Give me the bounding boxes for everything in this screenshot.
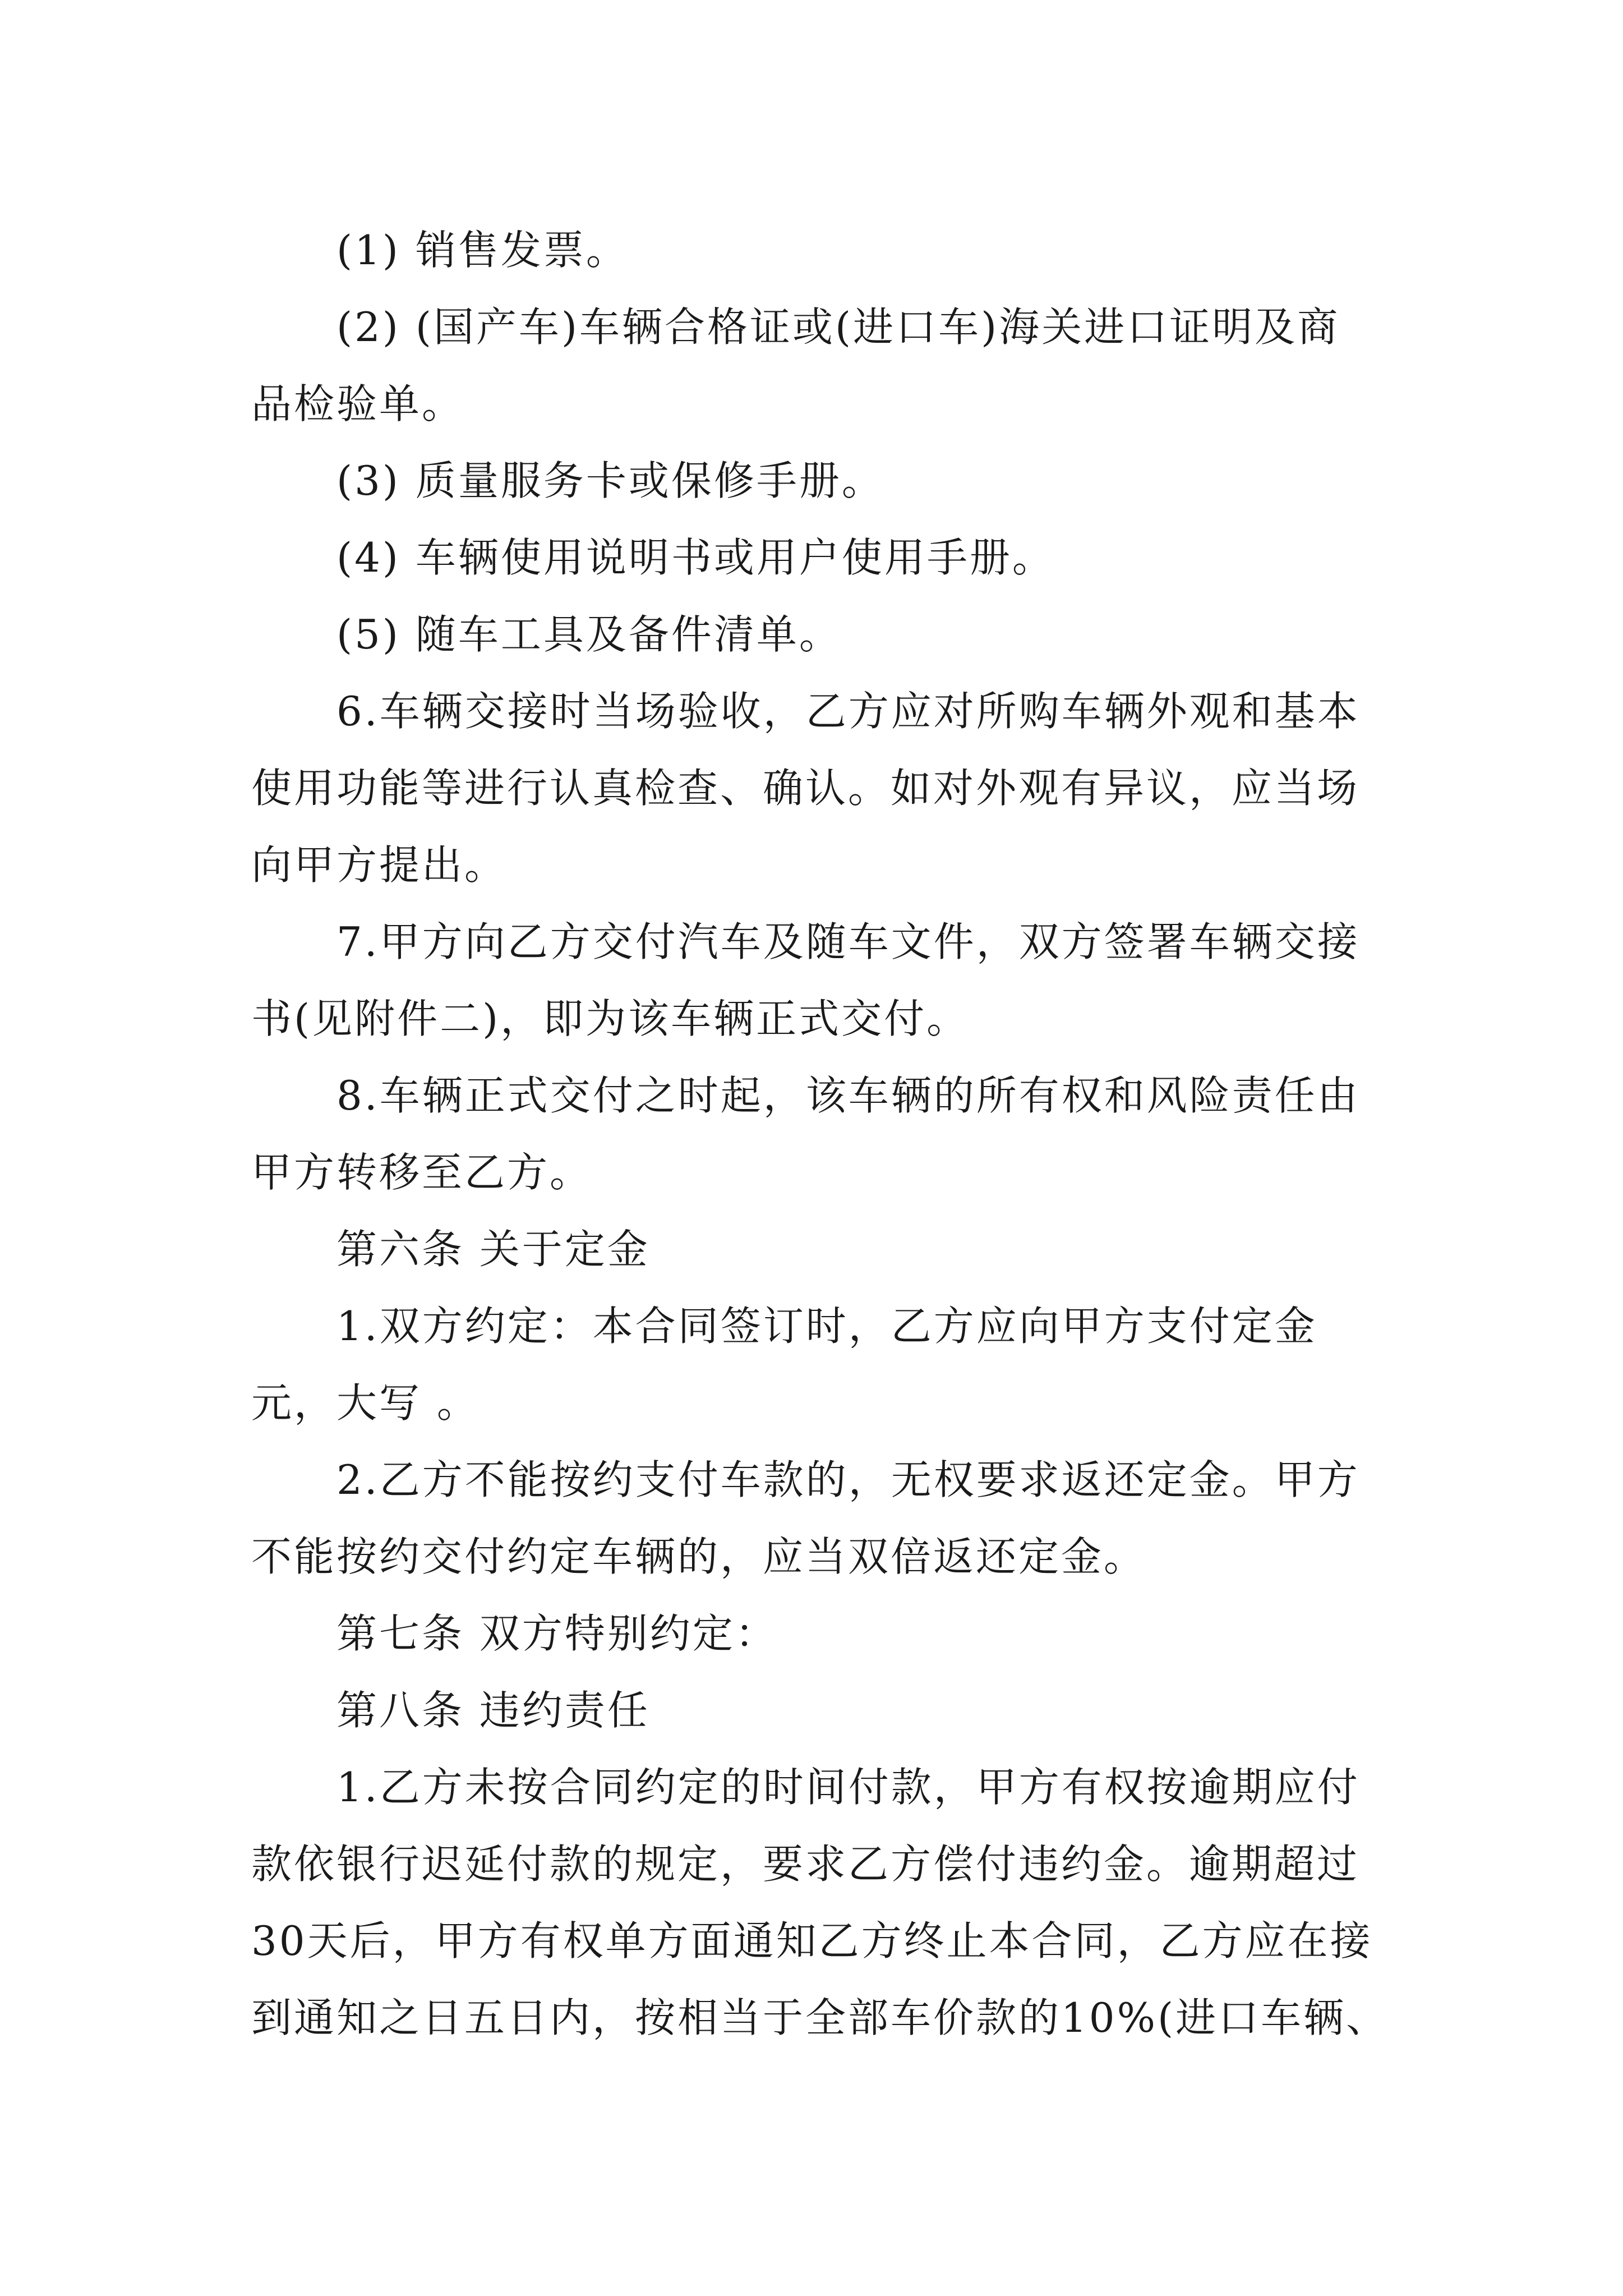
text-line: 2.乙方不能按约支付车款的，无权要求返还定金。甲方	[336, 1456, 1360, 1503]
text-line: 到通知之日五日内，按相当于全部车价款的10%(进口车辆、	[251, 1994, 1389, 2041]
text-line: 甲方转移至乙方。	[251, 1149, 593, 1196]
text-line: 元，大写 。	[251, 1379, 479, 1427]
text-line: 7.甲方向乙方交付汽车及随车文件，双方签署车辆交接	[336, 918, 1360, 965]
text-line: (4) 车辆使用说明书或用户使用手册。	[336, 534, 1055, 581]
text-line: (2) (国产车)车辆合格证或(进口车)海关进口证明及商	[336, 303, 1340, 351]
text-line: 书(见附件二)，即为该车辆正式交付。	[251, 995, 970, 1042]
text-line: (5) 随车工具及备件清单。	[336, 611, 842, 658]
text-line: 不能按约交付约定车辆的，应当双倍返还定金。	[251, 1533, 1147, 1580]
text-line: 款依银行迟延付款的规定，要求乙方偿付违约金。逾期超过	[251, 1841, 1360, 1888]
section-heading: 第七条 双方特别约定：	[336, 1610, 778, 1657]
text-line: 向甲方提出。	[251, 841, 508, 889]
document-body	[251, 212, 1402, 2056]
text-line: 6.车辆交接时当场验收，乙方应对所购车辆外观和基本	[336, 688, 1360, 735]
section-heading: 第六条 关于定金	[336, 1226, 650, 1273]
text-line: 使用功能等进行认真检查、确认。如对外观有异议，应当场	[251, 765, 1360, 812]
text-line: 1.双方约定：本合同签订时，乙方应向甲方支付定金	[336, 1303, 1317, 1350]
text-line: (1) 销售发票。	[336, 227, 629, 274]
section-heading: 第八条 违约责任	[336, 1687, 650, 1734]
text-line: 30天后，甲方有权单方面通知乙方终止本合同，乙方应在接	[251, 1917, 1373, 1964]
text-line: 品检验单。	[251, 380, 465, 427]
text-line: (3) 质量服务卡或保修手册。	[336, 457, 884, 504]
text-line: 8.车辆正式交付之时起，该车辆的所有权和风险责任由	[336, 1072, 1360, 1119]
text-line: 1.乙方未按合同约定的时间付款，甲方有权按逾期应付	[336, 1764, 1360, 1811]
